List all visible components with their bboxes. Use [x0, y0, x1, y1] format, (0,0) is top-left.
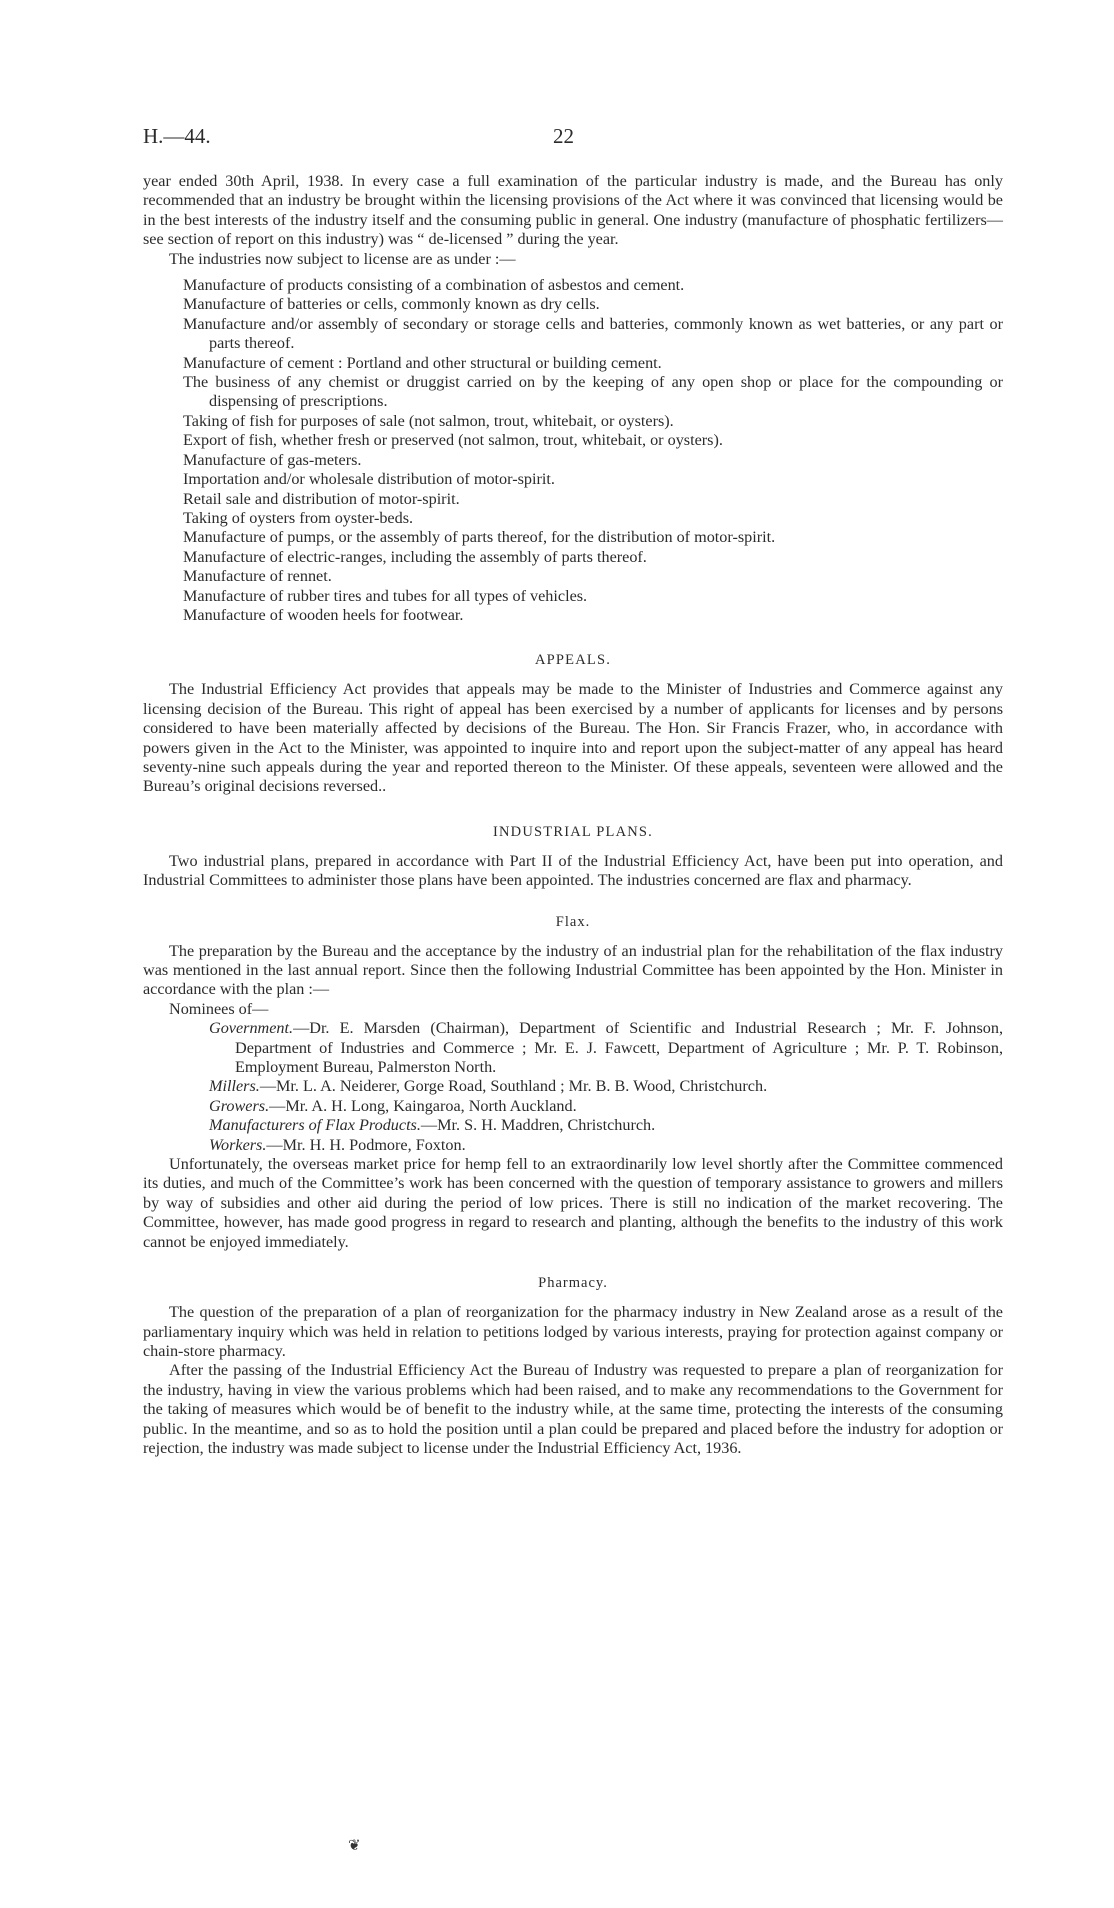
- list-item: Manufacture of wooden heels for footwear.: [183, 605, 464, 624]
- pharmacy-heading: Pharmacy.: [538, 1275, 608, 1292]
- list-item: Manufacture of products consisting of a combination of asbestos and cement.: [183, 276, 685, 295]
- document-reference: H.—44.: [143, 124, 211, 148]
- appeals-heading: APPEALS.: [534, 652, 612, 669]
- nominee-group: Government.: [209, 1019, 294, 1038]
- list-item: Importation and/or wholesale distribution of motor-spirit.: [183, 470, 555, 489]
- nominee-names: —Mr. H. H. Podmore, Foxton.: [266, 1135, 466, 1154]
- nominee-names: —Mr. L. A. Neiderer, Gorge Road, Southland ; Mr. B. B. Wood, Christchurch.: [259, 1077, 768, 1096]
- list-item: The business of any chemist or druggist carried on by the keeping of any open shop or place for the compounding or dispensing of prescriptions.: [183, 373, 1003, 411]
- nominee-group: Workers.: [209, 1135, 267, 1154]
- nominees-label: Nominees of—: [169, 999, 269, 1018]
- industrial-plans-paragraph: Two industrial plans, prepared in accordance with Part II of the Industrial Efficiency Act, have been put into operation, and Industrial Committees to administer those plans have been appointed. The industries concerned are flax and pharmacy.: [143, 851, 1003, 890]
- nominee-group: Millers.: [209, 1077, 260, 1096]
- list-item: Manufacture of cement : Portland and other structural or building cement.: [183, 353, 662, 372]
- page-body: [143, 172, 1003, 1458]
- pharmacy-paragraph: After the passing of the Industrial Efficiency Act the Bureau of Industry was requested to prepare a plan of reorganization for the industry, having in view the various problems which had been raised, and to make any recommendations to the Government for the taking of measures which would be of benefit to the industry while, at the same time, protecting the interests of the consuming public. In the meantime, and so as to hold the position until a plan could be prepared and placed before the industry for adoption or rejection, the industry was made subject to license under the Industrial Efficiency Act, 1936.: [143, 1361, 1003, 1457]
- nominee-group: Manufacturers of Flax Products.: [209, 1116, 421, 1135]
- nominee-entry: [209, 1097, 1003, 1116]
- appeals-paragraph: The Industrial Efficiency Act provides that appeals may be made to the Minister of Industries and Commerce against any licensing decision of the Bureau. This right of appeal has been exercised by a number of applicants for licenses and by persons considered to have been materially affected by decisions of the Bureau. The Hon. Sir Francis Frazer, who, in accordance with powers given in the Act to the Minister, was appointed to inquire into and report upon the subject-matter of any appeal has heard seventy-nine such appeals during the year and reported thereon to the Minister. Of these appeals, seventeen were allowed and the Bureau’s original decisions reversed..: [143, 680, 1003, 796]
- list-item: Export of fish, whether fresh or preserved (not salmon, trout, whitebait, or oysters).: [183, 431, 723, 450]
- list-item: Manufacture of gas-meters.: [183, 450, 362, 469]
- printer-ornament-icon: ❦: [348, 1838, 361, 1854]
- nominee-names: —Dr. E. Marsden (Chairman), Department of Scientific and Industrial Research ; Mr. F. Johnson, Department of Industries and Commerce ; Mr. E. J. Fawcett, Department of Agriculture ; Mr. P. T. Robinson, Employment Bureau, Palmerston North.: [235, 1019, 1003, 1077]
- nominee-names: —Mr. S. H. Maddren, Christchurch.: [420, 1116, 656, 1135]
- intro-paragraph: year ended 30th April, 1938. In every case a full examination of the particular industry is made, and the Bureau has only recommended that an industry be brought within the licensing provisions of the Act where it was convinced that licensing would be in the best interests of the industry itself and the consuming public in general. One industry (manufacture of phosphatic fertilizers—see section of report on this industry) was “ de-licensed ” during the year.: [143, 172, 1003, 249]
- licensed-industries-list: [143, 276, 1003, 625]
- list-item: Manufacture of rubber tires and tubes for all types of vehicles.: [183, 586, 588, 605]
- nominee-entry: [209, 1077, 1003, 1096]
- nominee-entry: [209, 1019, 1003, 1077]
- list-item: Taking of fish for purposes of sale (not salmon, trout, whitebait, or oysters).: [183, 411, 674, 430]
- list-item: Manufacture of pumps, or the assembly of parts thereof, for the distribution of motor-spirit.: [183, 528, 776, 547]
- list-item: Manufacture and/or assembly of secondary or storage cells and batteries, commonly known as wet batteries, or any part or parts thereof.: [183, 314, 1003, 353]
- pharmacy-paragraph: The question of the preparation of a plan of reorganization for the pharmacy industry in New Zealand arose as a result of the parliamentary inquiry which was held in relation to petitions lodged by various interests, praying for protection against company or chain-store pharmacy.: [143, 1303, 1003, 1360]
- page-header: [143, 124, 1003, 154]
- flax-heading: Flax.: [555, 913, 591, 930]
- list-item: Taking of oysters from oyster-beds.: [183, 508, 414, 527]
- industrial-plans-heading: INDUSTRIAL PLANS.: [492, 823, 654, 840]
- list-item: Manufacture of rennet.: [183, 567, 332, 586]
- nominee-entry: [209, 1116, 1003, 1135]
- flax-paragraph: The preparation by the Bureau and the acceptance by the industry of an industrial plan for the rehabilitation of the flax industry was mentioned in the last annual report. Since then the following Industrial Committee has been appointed by the Hon. Minister in accordance with the plan :—: [143, 941, 1003, 999]
- list-item: Manufacture of batteries or cells, commonly known as dry cells.: [183, 295, 600, 314]
- flax-paragraph: Unfortunately, the overseas market price for hemp fell to an extraordinarily low level shortly after the Committee commenced its duties, and much of the Committee’s work has been concerned with the question of temporary assistance to growers and millers by way of subsidies and other aid during the period of low prices. There is still no indication of the market recovering. The Committee, however, has made good progress in regard to research and planting, although the benefits to the industry of this work cannot be enjoyed immediately.: [143, 1155, 1003, 1251]
- page-number: 22: [553, 124, 574, 148]
- list-item: Retail sale and distribution of motor-spirit.: [183, 489, 460, 508]
- list-item: Manufacture of electric-ranges, including the assembly of parts thereof.: [183, 547, 647, 566]
- industries-intro: The industries now subject to license are as under :—: [169, 249, 516, 268]
- nominee-group: Growers.: [209, 1096, 270, 1115]
- nominee-names: —Mr. A. H. Long, Kaingaroa, North Auckland.: [269, 1096, 577, 1115]
- nominee-entry: [209, 1136, 1003, 1155]
